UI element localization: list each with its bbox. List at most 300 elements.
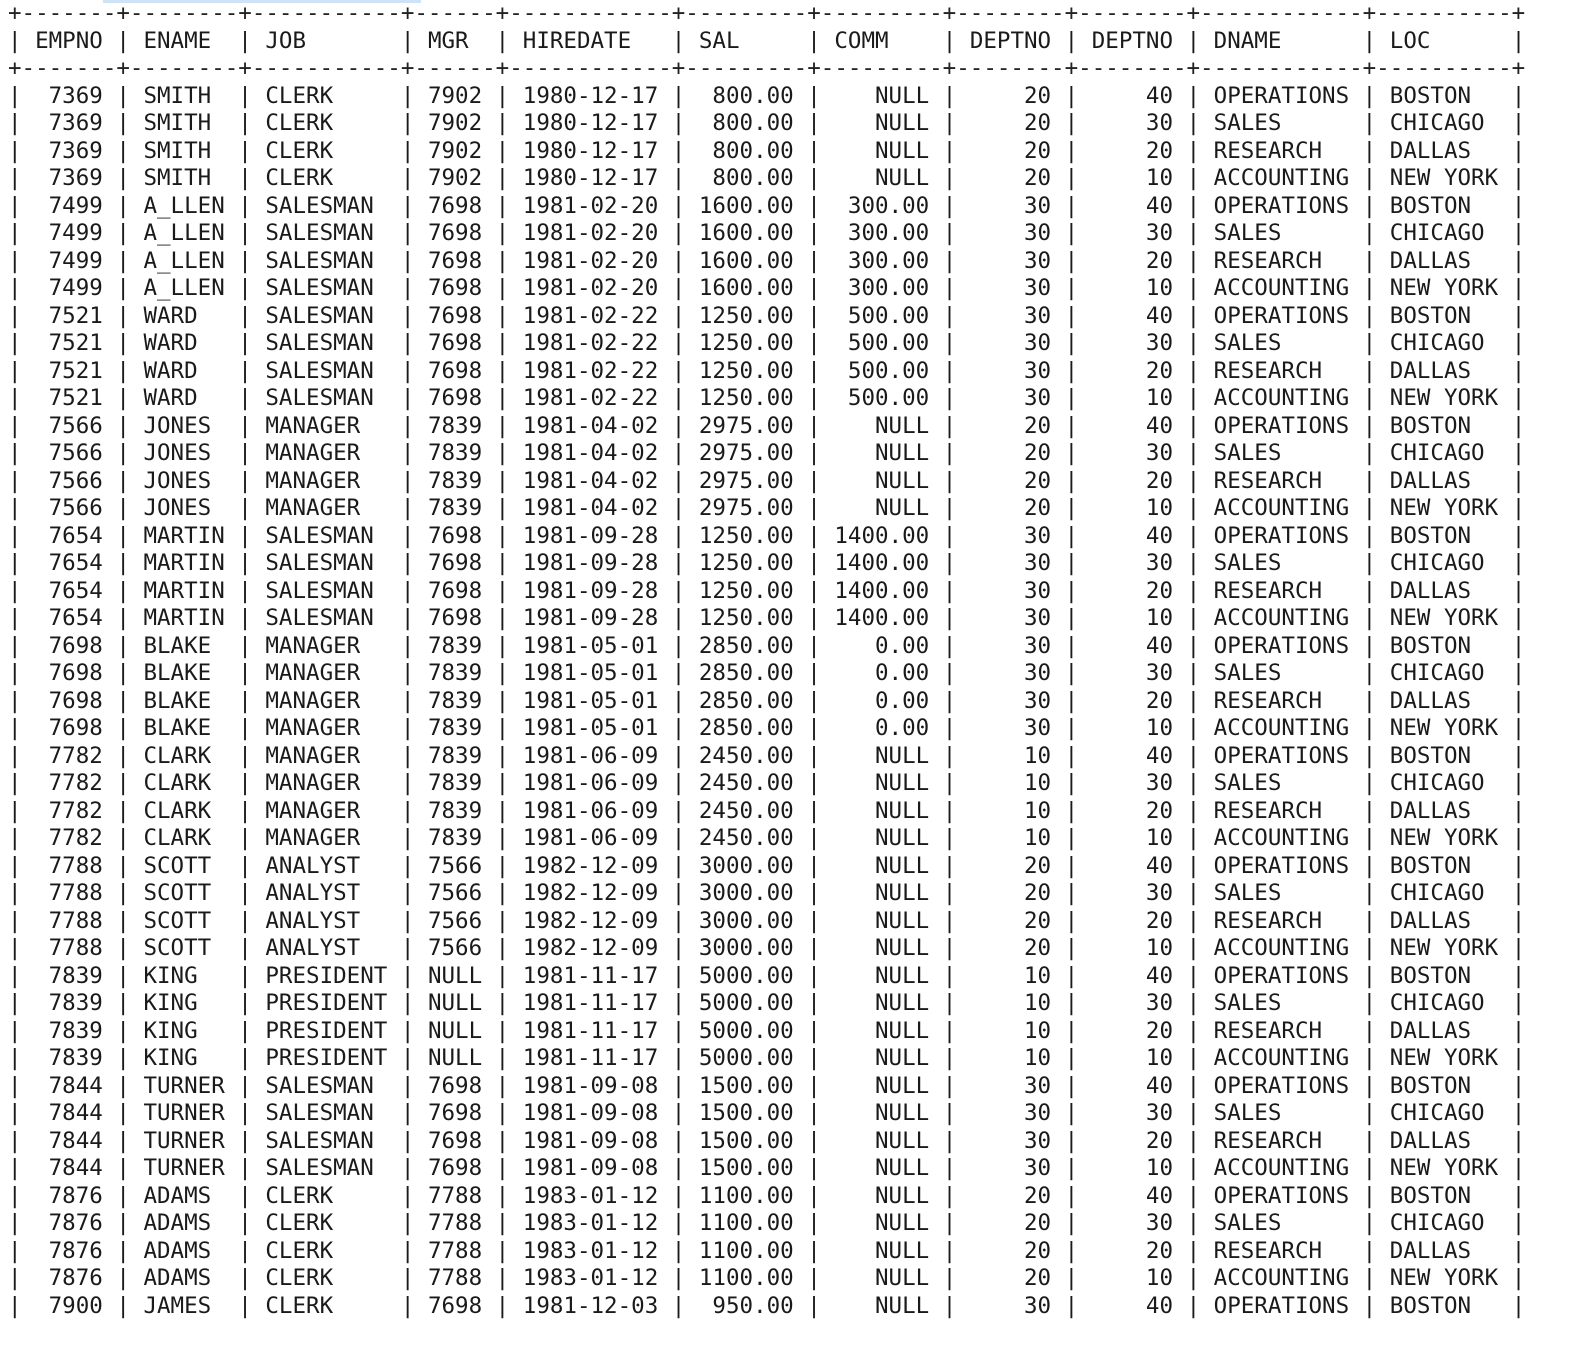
table-header-separator: +-------+--------+-----------+------+------------+---------+---------+--------+--------+------------+----------+ bbox=[8, 55, 1526, 81]
table-cell: 30 bbox=[969, 1155, 1052, 1181]
table-cell: SMITH bbox=[143, 165, 225, 191]
table-cell: SALES bbox=[1213, 110, 1350, 136]
table-cell: 7839 bbox=[427, 467, 483, 494]
table-cell: 1500.00 bbox=[698, 1127, 794, 1154]
table-cell: 1981-02-20 bbox=[522, 192, 659, 219]
table-cell: NULL bbox=[834, 1045, 930, 1071]
column-header: LOC bbox=[1389, 27, 1499, 54]
table-cell: BOSTON bbox=[1389, 1072, 1499, 1099]
table-cell: NULL bbox=[834, 1265, 930, 1291]
table-cell: 20 bbox=[969, 110, 1052, 136]
table-cell: NULL bbox=[834, 440, 930, 466]
table-cell: CHICAGO bbox=[1389, 990, 1499, 1016]
table-cell: ACCOUNTING bbox=[1213, 605, 1350, 631]
table-cell: BOSTON bbox=[1389, 632, 1499, 659]
table-cell: PRESIDENT bbox=[265, 962, 388, 989]
table-cell: SALES bbox=[1213, 330, 1350, 356]
table-cell: 7782 bbox=[35, 742, 103, 769]
table-cell: MANAGER bbox=[265, 440, 388, 466]
table-cell: 7839 bbox=[427, 632, 483, 659]
table-cell: RESEARCH bbox=[1213, 1017, 1350, 1044]
table-cell: 7902 bbox=[427, 165, 483, 191]
table-cell: CHICAGO bbox=[1389, 880, 1499, 906]
table-cell: KING bbox=[143, 990, 225, 1016]
table-cell: 7839 bbox=[427, 742, 483, 769]
table-cell: BOSTON bbox=[1389, 1182, 1499, 1209]
table-cell: 7698 bbox=[427, 522, 483, 549]
table-cell: NULL bbox=[834, 1127, 930, 1154]
table-cell: NEW YORK bbox=[1389, 1265, 1499, 1291]
table-cell: SALES bbox=[1213, 220, 1350, 246]
table-cell: 1981-11-17 bbox=[522, 990, 659, 1016]
table-cell: 2850.00 bbox=[698, 632, 794, 659]
table-cell: BLAKE bbox=[143, 687, 225, 714]
table-cell: DALLAS bbox=[1389, 797, 1499, 824]
table-cell: NULL bbox=[834, 852, 930, 879]
table-cell: DALLAS bbox=[1389, 577, 1499, 604]
table-cell: RESEARCH bbox=[1213, 467, 1350, 494]
column-header: HIREDATE bbox=[522, 27, 659, 54]
table-cell: 7369 bbox=[35, 82, 103, 109]
table-cell: SALESMAN bbox=[265, 550, 388, 576]
table-cell: 30 bbox=[1091, 1210, 1174, 1236]
table-row: | 7698 | BLAKE | MANAGER | 7839 | 1981-05-01 | 2850.00 | 0.00 | 30 | 30 | SALES | CHICAGO | bbox=[8, 660, 1526, 686]
table-cell: SALES bbox=[1213, 1100, 1350, 1126]
table-cell: 3000.00 bbox=[698, 907, 794, 934]
table-cell: KING bbox=[143, 1017, 225, 1044]
column-header: MGR bbox=[427, 27, 483, 54]
column-header: EMPNO bbox=[35, 27, 103, 54]
table-cell: NEW YORK bbox=[1389, 1045, 1499, 1071]
table-cell: MARTIN bbox=[143, 522, 225, 549]
table-cell: 5000.00 bbox=[698, 1045, 794, 1071]
table-row: | 7369 | SMITH | CLERK | 7902 | 1980-12-17 | 800.00 | NULL | 20 | 20 | RESEARCH | DALLAS | bbox=[8, 137, 1526, 164]
table-cell: ADAMS bbox=[143, 1210, 225, 1236]
column-header: ENAME bbox=[143, 27, 225, 54]
table-cell: CHICAGO bbox=[1389, 550, 1499, 576]
table-cell: 40 bbox=[1091, 742, 1174, 769]
table-cell: 7698 bbox=[427, 385, 483, 411]
table-row: | 7839 | KING | PRESIDENT | NULL | 1981-11-17 | 5000.00 | NULL | 10 | 30 | SALES | CHICAGO | bbox=[8, 990, 1526, 1016]
table-cell: 1250.00 bbox=[698, 550, 794, 576]
table-cell: 1981-09-08 bbox=[522, 1100, 659, 1126]
table-row: | 7698 | BLAKE | MANAGER | 7839 | 1981-05-01 | 2850.00 | 0.00 | 30 | 10 | ACCOUNTING | NEW YORK | bbox=[8, 715, 1526, 741]
table-cell: NULL bbox=[834, 1237, 930, 1264]
table-cell: SALESMAN bbox=[265, 605, 388, 631]
table-cell: 0.00 bbox=[834, 687, 930, 714]
table-row: | 7521 | WARD | SALESMAN | 7698 | 1981-02-22 | 1250.00 | 500.00 | 30 | 30 | SALES | CHICAGO | bbox=[8, 330, 1526, 356]
table-cell: 10 bbox=[1091, 715, 1174, 741]
table-cell: NEW YORK bbox=[1389, 385, 1499, 411]
table-cell: ACCOUNTING bbox=[1213, 165, 1350, 191]
table-row: | 7782 | CLARK | MANAGER | 7839 | 1981-06-09 | 2450.00 | NULL | 10 | 40 | OPERATIONS | BOSTON | bbox=[8, 742, 1526, 769]
table-cell: NULL bbox=[834, 82, 930, 109]
table-cell: 7698 bbox=[427, 247, 483, 274]
table-row: | 7521 | WARD | SALESMAN | 7698 | 1981-02-22 | 1250.00 | 500.00 | 30 | 40 | OPERATIONS | BOSTON | bbox=[8, 302, 1526, 329]
table-cell: ACCOUNTING bbox=[1213, 825, 1350, 851]
table-row: | 7782 | CLARK | MANAGER | 7839 | 1981-06-09 | 2450.00 | NULL | 10 | 20 | RESEARCH | DALLAS | bbox=[8, 797, 1526, 824]
table-cell: 1500.00 bbox=[698, 1155, 794, 1181]
table-cell: ACCOUNTING bbox=[1213, 1155, 1350, 1181]
table-cell: NEW YORK bbox=[1389, 1155, 1499, 1181]
table-cell: 10 bbox=[1091, 165, 1174, 191]
table-cell: 40 bbox=[1091, 962, 1174, 989]
table-cell: NULL bbox=[427, 990, 483, 1016]
table-cell: 1250.00 bbox=[698, 577, 794, 604]
table-cell: 7788 bbox=[35, 907, 103, 934]
table-cell: 30 bbox=[969, 220, 1052, 246]
table-cell: 1983-01-12 bbox=[522, 1265, 659, 1291]
table-cell: 7844 bbox=[35, 1072, 103, 1099]
table-cell: BOSTON bbox=[1389, 962, 1499, 989]
table-cell: 20 bbox=[969, 412, 1052, 439]
table-cell: 1400.00 bbox=[834, 522, 930, 549]
table-cell: 1980-12-17 bbox=[522, 82, 659, 109]
table-cell: 7782 bbox=[35, 825, 103, 851]
table-cell: 1981-09-08 bbox=[522, 1155, 659, 1181]
table-cell: WARD bbox=[143, 330, 225, 356]
table-cell: 7698 bbox=[427, 1155, 483, 1181]
table-cell: 2450.00 bbox=[698, 742, 794, 769]
table-cell: 1600.00 bbox=[698, 275, 794, 301]
table-cell: CLERK bbox=[265, 1182, 388, 1209]
table-cell: 1980-12-17 bbox=[522, 165, 659, 191]
table-cell: 30 bbox=[1091, 330, 1174, 356]
table-cell: 7839 bbox=[427, 687, 483, 714]
table-cell: 7654 bbox=[35, 577, 103, 604]
table-cell: 1981-06-09 bbox=[522, 825, 659, 851]
query-result-table[interactable] bbox=[8, 0, 1525, 1320]
table-cell: SCOTT bbox=[143, 935, 225, 961]
table-cell: 2450.00 bbox=[698, 770, 794, 796]
table-row: | 7844 | TURNER | SALESMAN | 7698 | 1981-09-08 | 1500.00 | NULL | 30 | 10 | ACCOUNTING | NEW YORK | bbox=[8, 1155, 1526, 1181]
table-cell: 7369 bbox=[35, 137, 103, 164]
table-cell: 7839 bbox=[427, 660, 483, 686]
table-cell: 7876 bbox=[35, 1182, 103, 1209]
table-cell: 1983-01-12 bbox=[522, 1182, 659, 1209]
table-cell: 7782 bbox=[35, 797, 103, 824]
table-cell: 1981-09-08 bbox=[522, 1127, 659, 1154]
table-cell: RESEARCH bbox=[1213, 577, 1350, 604]
column-header: JOB bbox=[265, 27, 388, 54]
table-cell: 10 bbox=[969, 825, 1052, 851]
table-cell: CLERK bbox=[265, 1292, 388, 1319]
table-cell: BLAKE bbox=[143, 632, 225, 659]
table-cell: SALES bbox=[1213, 990, 1350, 1016]
table-cell: 0.00 bbox=[834, 715, 930, 741]
table-row: | 7654 | MARTIN | SALESMAN | 7698 | 1981-09-28 | 1250.00 | 1400.00 | 30 | 20 | RESEARCH | DALLAS | bbox=[8, 577, 1526, 604]
column-header: SAL bbox=[698, 27, 794, 54]
table-cell: 1982-12-09 bbox=[522, 880, 659, 906]
table-cell: 7698 bbox=[427, 275, 483, 301]
table-row: | 7782 | CLARK | MANAGER | 7839 | 1981-06-09 | 2450.00 | NULL | 10 | 10 | ACCOUNTING | NEW YORK | bbox=[8, 825, 1526, 851]
table-cell: CHICAGO bbox=[1389, 1100, 1499, 1126]
table-cell: 1250.00 bbox=[698, 302, 794, 329]
table-cell: 7839 bbox=[427, 715, 483, 741]
table-cell: 1981-11-17 bbox=[522, 1017, 659, 1044]
table-cell: 7788 bbox=[427, 1265, 483, 1291]
table-cell: ANALYST bbox=[265, 852, 388, 879]
table-cell: 1250.00 bbox=[698, 605, 794, 631]
table-cell: DALLAS bbox=[1389, 137, 1499, 164]
table-cell: 30 bbox=[969, 302, 1052, 329]
table-cell: BOSTON bbox=[1389, 852, 1499, 879]
table-cell: 1983-01-12 bbox=[522, 1237, 659, 1264]
table-cell: ACCOUNTING bbox=[1213, 385, 1350, 411]
table-row: | 7698 | BLAKE | MANAGER | 7839 | 1981-05-01 | 2850.00 | 0.00 | 30 | 40 | OPERATIONS | BOSTON | bbox=[8, 632, 1526, 659]
table-cell: SALESMAN bbox=[265, 1127, 388, 1154]
table-cell: OPERATIONS bbox=[1213, 962, 1350, 989]
table-cell: 7876 bbox=[35, 1237, 103, 1264]
table-cell: SALES bbox=[1213, 550, 1350, 576]
table-cell: 7566 bbox=[427, 880, 483, 906]
table-cell: ADAMS bbox=[143, 1237, 225, 1264]
table-cell: BOSTON bbox=[1389, 82, 1499, 109]
table-cell: 2975.00 bbox=[698, 467, 794, 494]
table-cell: 7839 bbox=[427, 825, 483, 851]
table-cell: 1981-05-01 bbox=[522, 687, 659, 714]
table-cell: CLERK bbox=[265, 1210, 388, 1236]
table-cell: MANAGER bbox=[265, 825, 388, 851]
table-cell: 10 bbox=[1091, 275, 1174, 301]
table-cell: RESEARCH bbox=[1213, 247, 1350, 274]
table-cell: ACCOUNTING bbox=[1213, 495, 1350, 521]
table-cell: 7521 bbox=[35, 385, 103, 411]
table-cell: 500.00 bbox=[834, 302, 930, 329]
table-row: | 7369 | SMITH | CLERK | 7902 | 1980-12-17 | 800.00 | NULL | 20 | 40 | OPERATIONS | BOSTON | bbox=[8, 82, 1526, 109]
table-cell: 7788 bbox=[427, 1182, 483, 1209]
table-cell: 20 bbox=[969, 1182, 1052, 1209]
table-cell: 20 bbox=[969, 880, 1052, 906]
table-cell: SCOTT bbox=[143, 852, 225, 879]
table-cell: 7698 bbox=[427, 1127, 483, 1154]
table-cell: KING bbox=[143, 1045, 225, 1071]
table-cell: 7902 bbox=[427, 110, 483, 136]
table-cell: 10 bbox=[969, 962, 1052, 989]
table-cell: MANAGER bbox=[265, 495, 388, 521]
table-cell: 7900 bbox=[35, 1292, 103, 1319]
table-cell: 20 bbox=[969, 495, 1052, 521]
table-cell: 7788 bbox=[427, 1210, 483, 1236]
table-cell: SALESMAN bbox=[265, 302, 388, 329]
table-cell: 7698 bbox=[35, 715, 103, 741]
table-cell: WARD bbox=[143, 385, 225, 411]
table-cell: 20 bbox=[969, 137, 1052, 164]
table-cell: 20 bbox=[969, 440, 1052, 466]
table-cell: 1981-02-22 bbox=[522, 302, 659, 329]
table-cell: 7369 bbox=[35, 110, 103, 136]
table-cell: A_LLEN bbox=[143, 247, 225, 274]
table-cell: 7566 bbox=[427, 907, 483, 934]
table-row: | 7654 | MARTIN | SALESMAN | 7698 | 1981-09-28 | 1250.00 | 1400.00 | 30 | 30 | SALES | CHICAGO | bbox=[8, 550, 1526, 576]
table-cell: 30 bbox=[969, 357, 1052, 384]
table-cell: NULL bbox=[834, 412, 930, 439]
table-cell: 1981-11-17 bbox=[522, 962, 659, 989]
table-cell: NULL bbox=[834, 1100, 930, 1126]
table-cell: 7698 bbox=[427, 1292, 483, 1319]
table-cell: 20 bbox=[1091, 1017, 1174, 1044]
table-cell: NULL bbox=[834, 495, 930, 521]
table-cell: OPERATIONS bbox=[1213, 522, 1350, 549]
table-cell: NULL bbox=[834, 467, 930, 494]
table-cell: JAMES bbox=[143, 1292, 225, 1319]
table-cell: NULL bbox=[834, 962, 930, 989]
table-cell: MANAGER bbox=[265, 715, 388, 741]
table-cell: NULL bbox=[834, 1292, 930, 1319]
table-cell: MANAGER bbox=[265, 770, 388, 796]
table-row: | 7844 | TURNER | SALESMAN | 7698 | 1981-09-08 | 1500.00 | NULL | 30 | 20 | RESEARCH | DALLAS | bbox=[8, 1127, 1526, 1154]
table-cell: SMITH bbox=[143, 110, 225, 136]
table-cell: 30 bbox=[969, 522, 1052, 549]
table-cell: NULL bbox=[834, 137, 930, 164]
table-cell: CHICAGO bbox=[1389, 220, 1499, 246]
table-cell: 1981-05-01 bbox=[522, 715, 659, 741]
table-cell: BOSTON bbox=[1389, 302, 1499, 329]
table-cell: 7521 bbox=[35, 302, 103, 329]
table-cell: 7499 bbox=[35, 275, 103, 301]
table-cell: CHICAGO bbox=[1389, 660, 1499, 686]
table-cell: 1981-05-01 bbox=[522, 660, 659, 686]
table-cell: 7839 bbox=[427, 770, 483, 796]
table-cell: TURNER bbox=[143, 1100, 225, 1126]
table-cell: 30 bbox=[1091, 1100, 1174, 1126]
table-cell: ANALYST bbox=[265, 880, 388, 906]
table-cell: 10 bbox=[1091, 605, 1174, 631]
table-cell: MANAGER bbox=[265, 632, 388, 659]
table-cell: 7566 bbox=[427, 852, 483, 879]
table-cell: 7839 bbox=[427, 412, 483, 439]
table-cell: 7566 bbox=[35, 467, 103, 494]
table-cell: 30 bbox=[969, 577, 1052, 604]
table-cell: 30 bbox=[1091, 990, 1174, 1016]
table-cell: JONES bbox=[143, 412, 225, 439]
table-cell: 20 bbox=[1091, 1127, 1174, 1154]
table-cell: 7839 bbox=[35, 1045, 103, 1071]
table-cell: ACCOUNTING bbox=[1213, 935, 1350, 961]
table-row: | 7876 | ADAMS | CLERK | 7788 | 1983-01-12 | 1100.00 | NULL | 20 | 20 | RESEARCH | DALLAS | bbox=[8, 1237, 1526, 1264]
table-cell: NULL bbox=[834, 935, 930, 961]
table-cell: 7654 bbox=[35, 550, 103, 576]
table-cell: NULL bbox=[834, 1155, 930, 1181]
table-cell: 40 bbox=[1091, 852, 1174, 879]
table-cell: 7698 bbox=[427, 577, 483, 604]
table-cell: WARD bbox=[143, 357, 225, 384]
table-cell: BOSTON bbox=[1389, 192, 1499, 219]
table-cell: 30 bbox=[969, 247, 1052, 274]
table-cell: 800.00 bbox=[698, 110, 794, 136]
table-cell: 20 bbox=[1091, 467, 1174, 494]
table-cell: 30 bbox=[969, 1127, 1052, 1154]
column-header: DEPTNO bbox=[969, 27, 1052, 54]
table-row: | 7521 | WARD | SALESMAN | 7698 | 1981-02-22 | 1250.00 | 500.00 | 30 | 20 | RESEARCH | DALLAS | bbox=[8, 357, 1526, 384]
table-row: | 7788 | SCOTT | ANALYST | 7566 | 1982-12-09 | 3000.00 | NULL | 20 | 10 | ACCOUNTING | NEW YORK | bbox=[8, 935, 1526, 961]
table-row: | 7900 | JAMES | CLERK | 7698 | 1981-12-03 | 950.00 | NULL | 30 | 40 | OPERATIONS | BOSTON | bbox=[8, 1292, 1526, 1319]
table-cell: 1500.00 bbox=[698, 1072, 794, 1099]
table-cell: ACCOUNTING bbox=[1213, 275, 1350, 301]
table-cell: 20 bbox=[969, 852, 1052, 879]
table-cell: 1981-09-28 bbox=[522, 550, 659, 576]
table-cell: TURNER bbox=[143, 1127, 225, 1154]
table-cell: 30 bbox=[969, 550, 1052, 576]
table-cell: 800.00 bbox=[698, 82, 794, 109]
table-row: | 7499 | A_LLEN | SALESMAN | 7698 | 1981-02-20 | 1600.00 | 300.00 | 30 | 30 | SALES | CHICAGO | bbox=[8, 220, 1526, 246]
table-cell: CHICAGO bbox=[1389, 330, 1499, 356]
table-cell: NULL bbox=[834, 880, 930, 906]
table-cell: 1982-12-09 bbox=[522, 852, 659, 879]
table-row: | 7839 | KING | PRESIDENT | NULL | 1981-11-17 | 5000.00 | NULL | 10 | 20 | RESEARCH | DALLAS | bbox=[8, 1017, 1526, 1044]
table-cell: 2850.00 bbox=[698, 660, 794, 686]
table-cell: SALESMAN bbox=[265, 522, 388, 549]
table-cell: 1250.00 bbox=[698, 522, 794, 549]
table-cell: 3000.00 bbox=[698, 880, 794, 906]
table-cell: 1981-06-09 bbox=[522, 797, 659, 824]
table-cell: 10 bbox=[1091, 935, 1174, 961]
table-cell: 7902 bbox=[427, 137, 483, 164]
table-cell: 1981-02-20 bbox=[522, 247, 659, 274]
table-cell: NEW YORK bbox=[1389, 825, 1499, 851]
table-cell: NEW YORK bbox=[1389, 275, 1499, 301]
table-cell: 7698 bbox=[427, 220, 483, 246]
table-cell: 20 bbox=[969, 1265, 1052, 1291]
table-cell: 30 bbox=[969, 660, 1052, 686]
table-cell: SALESMAN bbox=[265, 357, 388, 384]
table-cell: 7654 bbox=[35, 605, 103, 631]
table-cell: 1981-06-09 bbox=[522, 770, 659, 796]
table-cell: 20 bbox=[969, 907, 1052, 934]
table-cell: CHICAGO bbox=[1389, 440, 1499, 466]
table-cell: 1100.00 bbox=[698, 1237, 794, 1264]
table-cell: 500.00 bbox=[834, 330, 930, 356]
table-row: | 7876 | ADAMS | CLERK | 7788 | 1983-01-12 | 1100.00 | NULL | 20 | 40 | OPERATIONS | BOSTON | bbox=[8, 1182, 1526, 1209]
table-cell: TURNER bbox=[143, 1072, 225, 1099]
table-cell: NULL bbox=[427, 1017, 483, 1044]
table-cell: 2850.00 bbox=[698, 687, 794, 714]
table-cell: NULL bbox=[834, 797, 930, 824]
table-cell: MARTIN bbox=[143, 550, 225, 576]
table-cell: 1981-09-28 bbox=[522, 522, 659, 549]
table-cell: 20 bbox=[1091, 357, 1174, 384]
table-cell: OPERATIONS bbox=[1213, 1072, 1350, 1099]
table-cell: CLERK bbox=[265, 1265, 388, 1291]
table-cell: 1981-04-02 bbox=[522, 440, 659, 466]
table-cell: NULL bbox=[834, 1182, 930, 1209]
table-cell: 7782 bbox=[35, 770, 103, 796]
table-cell: 7499 bbox=[35, 192, 103, 219]
table-cell: NULL bbox=[834, 770, 930, 796]
table-cell: 30 bbox=[1091, 550, 1174, 576]
table-cell: DALLAS bbox=[1389, 357, 1499, 384]
table-cell: 30 bbox=[1091, 660, 1174, 686]
table-cell: 40 bbox=[1091, 192, 1174, 219]
table-cell: 1600.00 bbox=[698, 192, 794, 219]
table-cell: 30 bbox=[969, 605, 1052, 631]
table-row: | 7839 | KING | PRESIDENT | NULL | 1981-11-17 | 5000.00 | NULL | 10 | 10 | ACCOUNTING | NEW YORK | bbox=[8, 1045, 1526, 1071]
table-cell: SALESMAN bbox=[265, 577, 388, 604]
table-cell: RESEARCH bbox=[1213, 907, 1350, 934]
table-cell: 2850.00 bbox=[698, 715, 794, 741]
table-cell: 1250.00 bbox=[698, 385, 794, 411]
table-cell: 1400.00 bbox=[834, 605, 930, 631]
table-cell: 10 bbox=[969, 742, 1052, 769]
table-cell: 1250.00 bbox=[698, 330, 794, 356]
table-cell: 20 bbox=[969, 935, 1052, 961]
table-cell: DALLAS bbox=[1389, 247, 1499, 274]
table-cell: 1980-12-17 bbox=[522, 137, 659, 164]
table-cell: NULL bbox=[834, 1072, 930, 1099]
table-cell: CLARK bbox=[143, 742, 225, 769]
table-cell: 7698 bbox=[427, 192, 483, 219]
table-cell: 0.00 bbox=[834, 660, 930, 686]
